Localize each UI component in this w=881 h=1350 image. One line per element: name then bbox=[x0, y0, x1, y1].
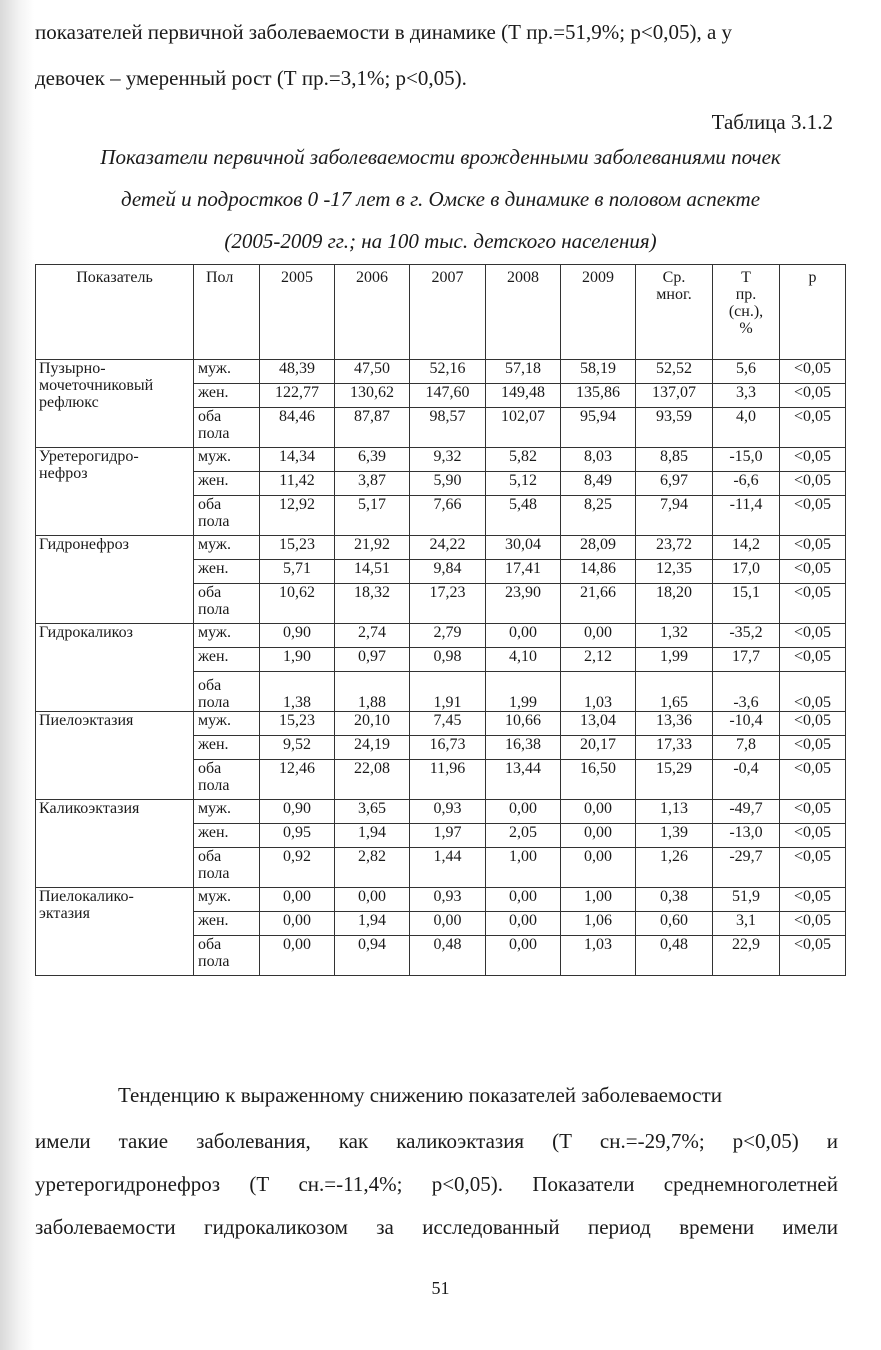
value-cell: <0,05 bbox=[780, 888, 846, 912]
header-2008: 2008 bbox=[486, 265, 561, 360]
value-cell: 5,90 bbox=[410, 472, 486, 496]
value-cell: -3,6 bbox=[713, 672, 780, 712]
value-cell: <0,05 bbox=[780, 496, 846, 536]
sex-label-line: пола bbox=[198, 777, 230, 794]
value-cell: 16,38 bbox=[486, 736, 561, 760]
value-cell: 0,00 bbox=[561, 824, 636, 848]
value-cell: 6,97 bbox=[636, 472, 713, 496]
disease-name-line: рефлюкс bbox=[39, 394, 99, 411]
sex-label-line: оба bbox=[198, 677, 222, 694]
value-cell: 14,34 bbox=[260, 448, 335, 472]
value-cell: -49,7 bbox=[713, 800, 780, 824]
disease-name-line: нефроз bbox=[39, 465, 88, 482]
value-cell: 1,03 bbox=[561, 672, 636, 712]
value-cell: <0,05 bbox=[780, 712, 846, 736]
disease-name bbox=[36, 712, 194, 800]
table-caption-line-1: Показатели первичной заболеваемости врожденными заболеваниями почек bbox=[100, 145, 781, 169]
sex-cell: жен. bbox=[194, 824, 260, 848]
value-cell: 0,94 bbox=[335, 936, 410, 976]
value-cell: <0,05 bbox=[780, 472, 846, 496]
value-cell: 1,00 bbox=[486, 848, 561, 888]
value-cell: 22,08 bbox=[335, 760, 410, 800]
value-cell: 16,50 bbox=[561, 760, 636, 800]
table-number: Таблица 3.1.2 bbox=[711, 110, 833, 134]
value-cell: <0,05 bbox=[780, 584, 846, 624]
value-cell: 8,25 bbox=[561, 496, 636, 536]
disease-name-line: Каликоэктазия bbox=[39, 800, 140, 817]
value-cell: 7,45 bbox=[410, 712, 486, 736]
value-cell: 0,90 bbox=[260, 800, 335, 824]
value-cell: 1,99 bbox=[636, 648, 713, 672]
value-cell: 0,00 bbox=[410, 912, 486, 936]
value-cell: 0,48 bbox=[410, 936, 486, 976]
sex-cell: жен. bbox=[194, 648, 260, 672]
sex-label-line: пола bbox=[198, 953, 230, 970]
table-row bbox=[36, 800, 846, 824]
value-cell: 0,00 bbox=[561, 624, 636, 648]
value-cell: 8,85 bbox=[636, 448, 713, 472]
body-line-4: заболеваемости гидрокаликозом за исследованный период времени имели bbox=[35, 1215, 838, 1239]
value-cell: 5,17 bbox=[335, 496, 410, 536]
value-cell: 23,72 bbox=[636, 536, 713, 560]
value-cell: 5,48 bbox=[486, 496, 561, 536]
value-cell: 135,86 bbox=[561, 384, 636, 408]
value-cell: -6,6 bbox=[713, 472, 780, 496]
value-cell: 2,82 bbox=[335, 848, 410, 888]
header-2007: 2007 bbox=[410, 265, 486, 360]
disease-name-line: Уретерогидро- bbox=[39, 448, 139, 465]
disease-name bbox=[36, 360, 194, 448]
value-cell: 0,92 bbox=[260, 848, 335, 888]
value-cell: 52,16 bbox=[410, 360, 486, 384]
value-cell: 4,0 bbox=[713, 408, 780, 448]
sex-label-line: пола bbox=[198, 513, 230, 530]
header-trend bbox=[713, 265, 780, 360]
value-cell: 0,48 bbox=[636, 936, 713, 976]
sex-cell: муж. bbox=[194, 712, 260, 736]
value-cell: 84,46 bbox=[260, 408, 335, 448]
value-cell: 2,05 bbox=[486, 824, 561, 848]
disease-name bbox=[36, 624, 194, 712]
value-cell: 1,13 bbox=[636, 800, 713, 824]
value-cell: 0,00 bbox=[260, 936, 335, 976]
value-cell: 1,65 bbox=[636, 672, 713, 712]
value-cell: 1,03 bbox=[561, 936, 636, 976]
value-cell: 11,42 bbox=[260, 472, 335, 496]
value-cell: 1,32 bbox=[636, 624, 713, 648]
value-cell: 14,51 bbox=[335, 560, 410, 584]
value-cell: 14,2 bbox=[713, 536, 780, 560]
incidence-table bbox=[35, 264, 846, 976]
value-cell: 13,44 bbox=[486, 760, 561, 800]
sex-cell: жен. bbox=[194, 912, 260, 936]
value-cell: 11,96 bbox=[410, 760, 486, 800]
value-cell: 5,82 bbox=[486, 448, 561, 472]
sex-label-line: пола bbox=[198, 694, 230, 711]
table-row bbox=[36, 536, 846, 560]
value-cell: 12,46 bbox=[260, 760, 335, 800]
value-cell: 12,92 bbox=[260, 496, 335, 536]
value-cell: 1,99 bbox=[486, 672, 561, 712]
sex-label-line: оба bbox=[198, 760, 222, 777]
sex-cell: муж. bbox=[194, 888, 260, 912]
intro-line-1: показателей первичной заболеваемости в динамике (Т пр.=51,9%; р<0,05), а у bbox=[35, 20, 733, 44]
value-cell: 2,12 bbox=[561, 648, 636, 672]
header-2006: 2006 bbox=[335, 265, 410, 360]
sex-cell: муж. bbox=[194, 800, 260, 824]
table-row bbox=[36, 448, 846, 472]
value-cell: 48,39 bbox=[260, 360, 335, 384]
value-cell: 102,07 bbox=[486, 408, 561, 448]
value-cell: 8,03 bbox=[561, 448, 636, 472]
value-cell: 1,44 bbox=[410, 848, 486, 888]
value-cell: 10,62 bbox=[260, 584, 335, 624]
sex-cell: муж. bbox=[194, 536, 260, 560]
value-cell: -10,4 bbox=[713, 712, 780, 736]
value-cell: 7,66 bbox=[410, 496, 486, 536]
table-header-row bbox=[36, 265, 846, 360]
value-cell: <0,05 bbox=[780, 560, 846, 584]
value-cell: <0,05 bbox=[780, 408, 846, 448]
value-cell: 1,39 bbox=[636, 824, 713, 848]
value-cell: 0,00 bbox=[486, 912, 561, 936]
value-cell: 47,50 bbox=[335, 360, 410, 384]
value-cell: <0,05 bbox=[780, 736, 846, 760]
value-cell: 17,7 bbox=[713, 648, 780, 672]
value-cell: 7,94 bbox=[636, 496, 713, 536]
sex-cell: муж. bbox=[194, 624, 260, 648]
table-caption-line-3: (2005-2009 гг.; на 100 тыс. детского населения) bbox=[224, 229, 657, 253]
sex-cell bbox=[194, 584, 260, 624]
value-cell: <0,05 bbox=[780, 936, 846, 976]
value-cell: 9,32 bbox=[410, 448, 486, 472]
sex-cell bbox=[194, 760, 260, 800]
value-cell: 13,04 bbox=[561, 712, 636, 736]
value-cell: 6,39 bbox=[335, 448, 410, 472]
body-line-1: Тенденцию к выраженному снижению показателей заболеваемости bbox=[118, 1083, 722, 1107]
value-cell: 0,98 bbox=[410, 648, 486, 672]
disease-name-line: эктазия bbox=[39, 905, 90, 922]
sex-cell bbox=[194, 672, 260, 712]
disease-name bbox=[36, 448, 194, 536]
header-2005: 2005 bbox=[260, 265, 335, 360]
disease-name-line: Гидрокаликоз bbox=[39, 624, 133, 641]
value-cell: 1,06 bbox=[561, 912, 636, 936]
sex-label-line: оба bbox=[198, 936, 222, 953]
value-cell: 149,48 bbox=[486, 384, 561, 408]
value-cell: 20,10 bbox=[335, 712, 410, 736]
sex-label-line: пола bbox=[198, 865, 230, 882]
value-cell: 0,00 bbox=[486, 888, 561, 912]
sex-label-line: оба bbox=[198, 408, 222, 425]
value-cell: 21,92 bbox=[335, 536, 410, 560]
value-cell: 1,90 bbox=[260, 648, 335, 672]
value-cell: 14,86 bbox=[561, 560, 636, 584]
value-cell: -11,4 bbox=[713, 496, 780, 536]
value-cell: -29,7 bbox=[713, 848, 780, 888]
sex-cell bbox=[194, 848, 260, 888]
header-trend-line-1: Т bbox=[741, 269, 751, 286]
value-cell: 0,93 bbox=[410, 800, 486, 824]
header-p: р bbox=[780, 265, 846, 360]
value-cell: 5,6 bbox=[713, 360, 780, 384]
disease-name-line: мочеточниковый bbox=[39, 377, 154, 394]
disease-name-line: Пиелоэктазия bbox=[39, 712, 134, 729]
value-cell: 0,00 bbox=[561, 800, 636, 824]
value-cell: <0,05 bbox=[780, 648, 846, 672]
sex-cell: жен. bbox=[194, 384, 260, 408]
value-cell: 137,07 bbox=[636, 384, 713, 408]
value-cell: 15,1 bbox=[713, 584, 780, 624]
value-cell: 8,49 bbox=[561, 472, 636, 496]
disease-name-line: Пузырно- bbox=[39, 360, 106, 377]
value-cell: 2,79 bbox=[410, 624, 486, 648]
value-cell: 1,00 bbox=[561, 888, 636, 912]
value-cell: 17,0 bbox=[713, 560, 780, 584]
header-average-line-1: Ср. bbox=[662, 269, 686, 286]
value-cell: 12,35 bbox=[636, 560, 713, 584]
sex-label-line: оба bbox=[198, 496, 222, 513]
header-indicator: Показатель bbox=[36, 265, 194, 360]
value-cell: 18,32 bbox=[335, 584, 410, 624]
value-cell: 0,00 bbox=[486, 624, 561, 648]
value-cell: <0,05 bbox=[780, 848, 846, 888]
value-cell: <0,05 bbox=[780, 448, 846, 472]
value-cell: 3,87 bbox=[335, 472, 410, 496]
value-cell: 0,00 bbox=[260, 888, 335, 912]
value-cell: <0,05 bbox=[780, 760, 846, 800]
value-cell: 24,19 bbox=[335, 736, 410, 760]
value-cell: 1,97 bbox=[410, 824, 486, 848]
value-cell: 9,84 bbox=[410, 560, 486, 584]
value-cell: 28,09 bbox=[561, 536, 636, 560]
sex-cell: жен. bbox=[194, 560, 260, 584]
value-cell: 0,60 bbox=[636, 912, 713, 936]
value-cell: 0,00 bbox=[335, 888, 410, 912]
value-cell: <0,05 bbox=[780, 624, 846, 648]
sex-cell: муж. bbox=[194, 360, 260, 384]
value-cell: 0,00 bbox=[486, 936, 561, 976]
table-row bbox=[36, 888, 846, 912]
disease-name-line: Гидронефроз bbox=[39, 536, 129, 553]
sex-label-line: пола bbox=[198, 601, 230, 618]
value-cell: 1,26 bbox=[636, 848, 713, 888]
sex-label-line: оба bbox=[198, 848, 222, 865]
intro-line-2: девочек – умеренный рост (Т пр.=3,1%; р<0,05). bbox=[35, 66, 467, 90]
value-cell: 57,18 bbox=[486, 360, 561, 384]
header-trend-line-4: % bbox=[739, 320, 753, 337]
header-average bbox=[636, 265, 713, 360]
value-cell: 98,57 bbox=[410, 408, 486, 448]
value-cell: 17,23 bbox=[410, 584, 486, 624]
sex-cell bbox=[194, 408, 260, 448]
value-cell: <0,05 bbox=[780, 912, 846, 936]
value-cell: 17,33 bbox=[636, 736, 713, 760]
value-cell: 15,29 bbox=[636, 760, 713, 800]
value-cell: <0,05 bbox=[780, 800, 846, 824]
value-cell: 30,04 bbox=[486, 536, 561, 560]
value-cell: 95,94 bbox=[561, 408, 636, 448]
value-cell: 52,52 bbox=[636, 360, 713, 384]
value-cell: -15,0 bbox=[713, 448, 780, 472]
value-cell: 93,59 bbox=[636, 408, 713, 448]
value-cell: 10,66 bbox=[486, 712, 561, 736]
table-caption-line-2: детей и подростков 0 -17 лет в г. Омске в динамике в половом аспекте bbox=[120, 187, 761, 211]
value-cell: -0,4 bbox=[713, 760, 780, 800]
value-cell: 15,23 bbox=[260, 712, 335, 736]
header-trend-line-2: пр. bbox=[735, 286, 757, 303]
value-cell: 1,38 bbox=[260, 672, 335, 712]
value-cell: 17,41 bbox=[486, 560, 561, 584]
value-cell: 0,38 bbox=[636, 888, 713, 912]
value-cell: -13,0 bbox=[713, 824, 780, 848]
disease-name bbox=[36, 800, 194, 888]
value-cell: 9,52 bbox=[260, 736, 335, 760]
sex-cell bbox=[194, 936, 260, 976]
value-cell: 1,88 bbox=[335, 672, 410, 712]
value-cell: 0,90 bbox=[260, 624, 335, 648]
value-cell: 21,66 bbox=[561, 584, 636, 624]
page-number: 51 bbox=[431, 1278, 450, 1298]
value-cell: <0,05 bbox=[780, 360, 846, 384]
header-2009: 2009 bbox=[561, 265, 636, 360]
value-cell: 23,90 bbox=[486, 584, 561, 624]
value-cell: 18,20 bbox=[636, 584, 713, 624]
table-row bbox=[36, 624, 846, 648]
value-cell: 130,62 bbox=[335, 384, 410, 408]
value-cell: 2,74 bbox=[335, 624, 410, 648]
value-cell: 16,73 bbox=[410, 736, 486, 760]
value-cell: 22,9 bbox=[713, 936, 780, 976]
value-cell: -35,2 bbox=[713, 624, 780, 648]
value-cell: 51,9 bbox=[713, 888, 780, 912]
value-cell: 3,65 bbox=[335, 800, 410, 824]
disease-name bbox=[36, 536, 194, 624]
table-body bbox=[36, 360, 846, 976]
value-cell: 0,97 bbox=[335, 648, 410, 672]
header-sex: Пол bbox=[194, 265, 260, 360]
value-cell: 15,23 bbox=[260, 536, 335, 560]
value-cell: 1,94 bbox=[335, 824, 410, 848]
sex-cell: жен. bbox=[194, 736, 260, 760]
value-cell: 5,12 bbox=[486, 472, 561, 496]
value-cell: <0,05 bbox=[780, 824, 846, 848]
value-cell: 0,00 bbox=[561, 848, 636, 888]
body-line-3: уретерогидронефроз (Т сн.=-11,4%; р<0,05). Показатели среднемноголетней bbox=[35, 1172, 838, 1196]
value-cell: <0,05 bbox=[780, 384, 846, 408]
table-row bbox=[36, 360, 846, 384]
value-cell: 5,71 bbox=[260, 560, 335, 584]
sex-cell: жен. bbox=[194, 472, 260, 496]
value-cell: 0,93 bbox=[410, 888, 486, 912]
value-cell: 0,00 bbox=[486, 800, 561, 824]
value-cell: 24,22 bbox=[410, 536, 486, 560]
sex-label-line: оба bbox=[198, 584, 222, 601]
disease-name bbox=[36, 888, 194, 976]
body-line-2: имели такие заболевания, как каликоэктазия (Т сн.=-29,7%; р<0,05) и bbox=[35, 1129, 838, 1153]
value-cell: 0,95 bbox=[260, 824, 335, 848]
value-cell: <0,05 bbox=[780, 672, 846, 712]
value-cell: 20,17 bbox=[561, 736, 636, 760]
value-cell: 147,60 bbox=[410, 384, 486, 408]
value-cell: 58,19 bbox=[561, 360, 636, 384]
value-cell: 0,00 bbox=[260, 912, 335, 936]
value-cell: 87,87 bbox=[335, 408, 410, 448]
header-trend-line-3: (сн.), bbox=[728, 303, 764, 320]
value-cell: 122,77 bbox=[260, 384, 335, 408]
value-cell: 3,3 bbox=[713, 384, 780, 408]
value-cell: 7,8 bbox=[713, 736, 780, 760]
table-row bbox=[36, 712, 846, 736]
value-cell: 3,1 bbox=[713, 912, 780, 936]
disease-name-line: Пиелокалико- bbox=[39, 888, 134, 905]
sex-cell bbox=[194, 496, 260, 536]
value-cell: <0,05 bbox=[780, 536, 846, 560]
sex-label-line: пола bbox=[198, 425, 230, 442]
value-cell: 13,36 bbox=[636, 712, 713, 736]
value-cell: 4,10 bbox=[486, 648, 561, 672]
value-cell: 1,94 bbox=[335, 912, 410, 936]
value-cell: 1,91 bbox=[410, 672, 486, 712]
sex-cell: муж. bbox=[194, 448, 260, 472]
header-average-line-2: мног. bbox=[656, 286, 692, 303]
